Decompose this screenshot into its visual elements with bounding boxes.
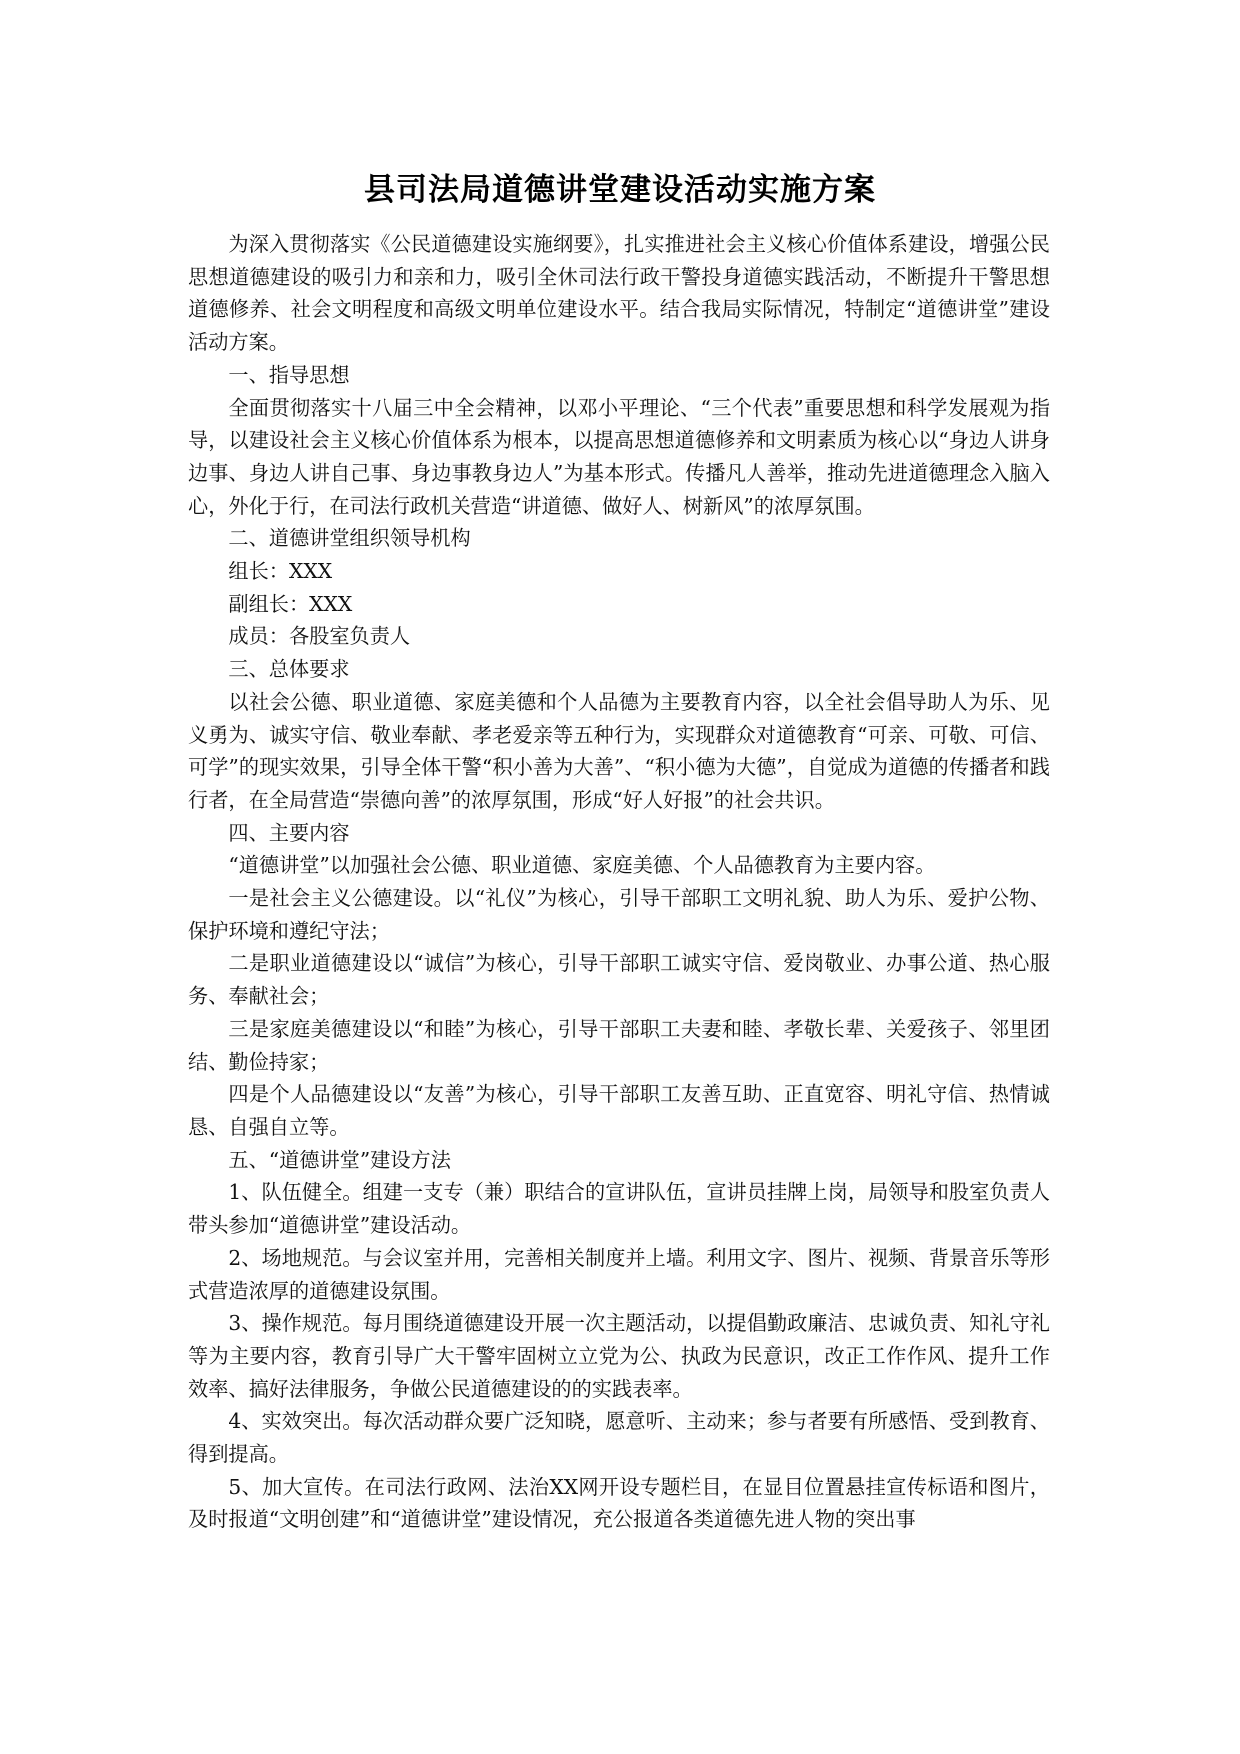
method-item-1: 1、队伍健全。组建一支专（兼）职结合的宣讲队伍，宣讲员挂牌上岗，局领导和股室负责人带头参加“道德讲堂”建设活动。 <box>188 1180 1050 1238</box>
method-item-4: 4、实效突出。每次活动群众要广泛知晓，愿意听、主动来；参与者要有所感悟、受到教育、得到提高。 <box>188 1409 1050 1467</box>
deputy-leader-line: 副组长：XXX <box>228 591 353 616</box>
method-item-2: 2、场地规范。与会议室并用，完善相关制度并上墙。利用文字、图片、视频、背景音乐等形式营造浓厚的道德建设氛围。 <box>188 1245 1050 1303</box>
members-line: 成员：各股室负责人 <box>228 624 411 649</box>
document-body <box>188 228 1050 1536</box>
leader-line: 组长：XXX <box>228 559 333 584</box>
section-heading-leadership: 二、道德讲堂组织领导机构 <box>228 526 471 551</box>
intro-paragraph: 为深入贯彻落实《公民道德建设实施纲要》，扎实推进社会主义核心价值体系建设，增强公民思想道德建设的吸引力和亲和力，吸引全休司法行政干警投身道德实践活动，不断提升干警思想道德修养、社会文明程度和高级文明单位建设水平。结合我局实际情况，特制定“道德讲堂”建设活动方案。 <box>188 232 1050 355</box>
content-item-4: 四是个人品德建设以“友善”为核心，引导干部职工友善互助、正直宽容、明礼守信、热情诚恳、自强自立等。 <box>188 1082 1050 1139</box>
content-item-1: 一是社会主义公德建设。以“礼仪”为核心，引导干部职工文明礼貌、助人为乐、爱护公物、保护环境和遵纪守法； <box>188 886 1050 943</box>
guiding-ideology-paragraph: 全面贯彻落实十八届三中全会精神，以邓小平理论、“三个代表”重要思想和科学发展观为指导，以建设社会主义核心价值体系为根本，以提高思想道德修养和文明素质为核心以“身边人讲身边事、身边人讲自己事、身边事教身边人”为基本形式。传播凡人善举，推动先进道德理念入脑入心，外化于行，在司法行政机关营造“讲道德、做好人、树新风”的浓厚氛围。 <box>188 395 1050 518</box>
content-intro-paragraph: “道德讲堂”以加强社会公德、职业道德、家庭美德、个人品德教育为主要内容。 <box>228 853 936 878</box>
section-heading-requirements: 三、总体要求 <box>228 657 350 682</box>
section-heading-content: 四、主要内容 <box>228 820 350 845</box>
section-heading-methods: 五、“道德讲堂”建设方法 <box>228 1147 451 1172</box>
content-item-3: 三是家庭美德建设以“和睦”为核心，引导干部职工夫妻和睦、孝敬长辈、关爱孩子、邻里团结、勤俭持家； <box>188 1016 1050 1074</box>
method-item-5: 5、加大宣传。在司法行政网、法治XX网开设专题栏目，在显目位置悬挂宣传标语和图片，及时报道“文明创建”和“道德讲堂”建设情况，充公报道各类道德先进人物的突出事 <box>188 1474 1050 1532</box>
content-item-2: 二是职业道德建设以“诚信”为核心，引导干部职工诚实守信、爱岗敬业、办事公道、热心服务、奉献社会； <box>188 951 1050 1009</box>
method-item-3: 3、操作规范。每月围绕道德建设开展一次主题活动，以提倡勤政廉洁、忠诚负责、知礼守礼等为主要内容，教育引导广大干警牢固树立立党为公、执政为民意识，改正工作作风、提升工作效率、搞好法律服务，争做公民道德建设的的实践表率。 <box>188 1311 1050 1401</box>
document-title: 县司法局道德讲堂建设活动实施方案 <box>364 172 876 208</box>
section-heading-guiding-ideology: 一、指导思想 <box>228 362 350 387</box>
requirements-paragraph: 以社会公德、职业道德、家庭美德和个人品德为主要教育内容，以全社会倡导助人为乐、见义勇为、诚实守信、敬业奉献、孝老爱亲等五种行为，实现群众对道德教育“可亲、可敬、可信、可学”的现实效果，引导全体干警“积小善为大善”、“积小德为大德”，自觉成为道德的传播者和践行者，在全局营造“崇德向善”的浓厚氛围，形成“好人好报”的社会共识。 <box>188 689 1050 812</box>
